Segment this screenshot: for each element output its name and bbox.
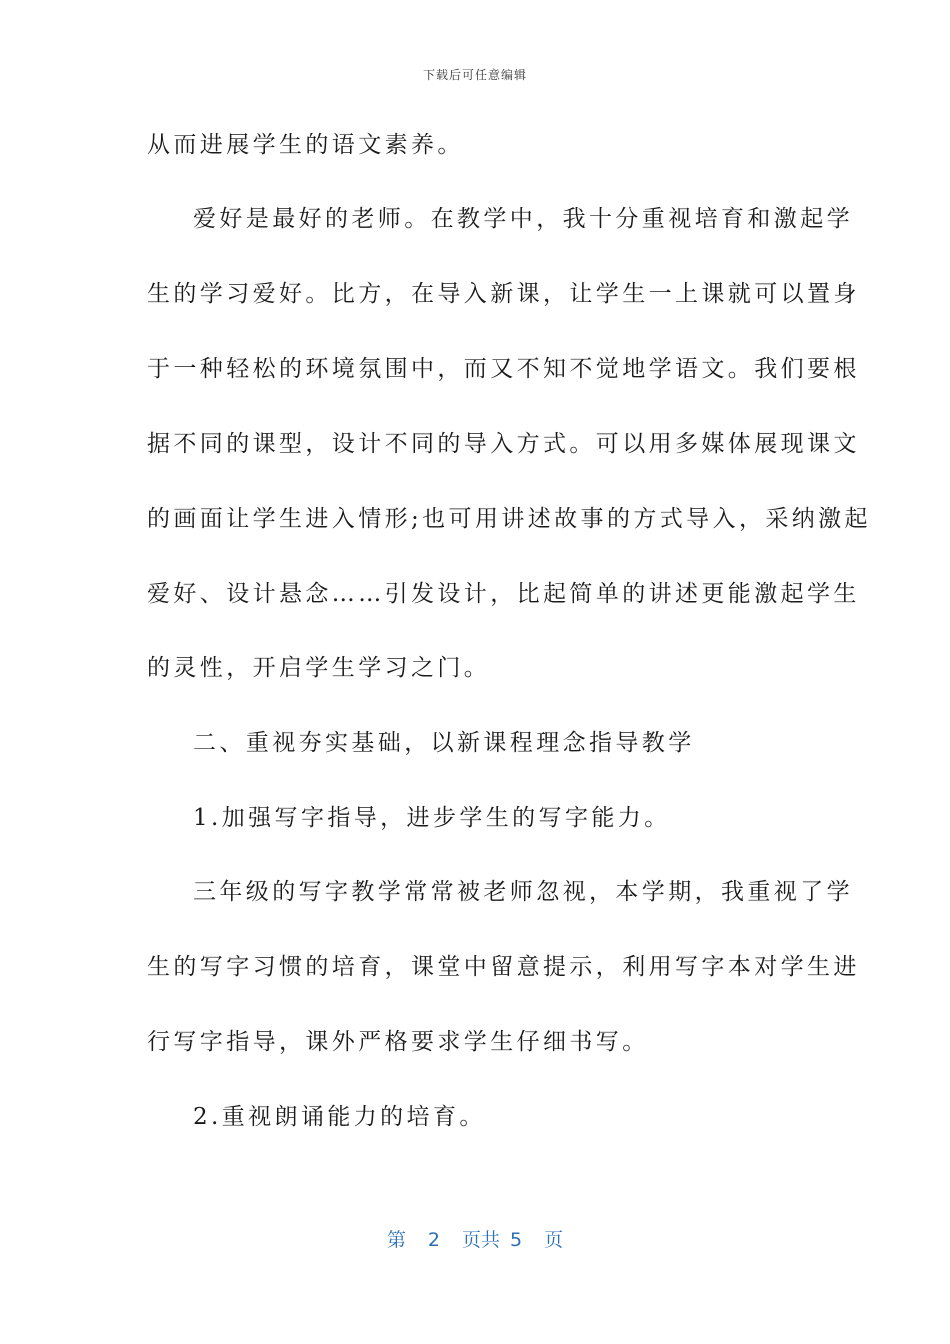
page-number: 2: [427, 1229, 440, 1251]
text-line: 的灵性，开启学生学习之门。: [147, 655, 491, 681]
text-line: 的画面让学生进入情形;也可用讲述故事的方式导入，采纳激起: [147, 506, 871, 532]
page-prefix: 第: [386, 1229, 406, 1251]
text-line: 生的写字习惯的培育，课堂中留意提示，利用写字本对学生进: [147, 954, 860, 980]
text-line: 行写字指导，课外严格要求学生仔细书写。: [147, 1029, 649, 1055]
subsection-heading: 1.加强写字指导，进步学生的写字能力。: [193, 805, 671, 831]
text-line: 生的学习爱好。比方，在导入新课，让学生一上课就可以置身: [147, 281, 860, 307]
page-header-note: 下载后可任意编辑: [422, 68, 527, 82]
subsection-heading: 2.重视朗诵能力的培育。: [193, 1104, 486, 1130]
page-footer: [0, 1225, 950, 1252]
text-line: 三年级的写字教学常常被老师忽视，本学期，我重视了学: [193, 879, 853, 905]
text-line: 从而进展学生的语文素养。: [147, 132, 464, 158]
text-line: 于一种轻松的环境氛围中，而又不知不觉地学语文。我们要根: [147, 356, 860, 382]
text-line: 爱好、设计悬念……引发设计，比起简单的讲述更能激起学生: [147, 581, 860, 607]
text-line: 爱好是最好的老师。在教学中，我十分重视培育和激起学: [193, 206, 853, 232]
page-mid: 页共: [461, 1229, 500, 1251]
page-total: 5: [510, 1229, 523, 1251]
text-line: 据不同的课型，设计不同的导入方式。可以用多媒体展现课文: [147, 431, 860, 457]
section-heading: 二、重视夯实基础，以新课程理念指导教学: [193, 730, 695, 756]
page-suffix: 页: [544, 1229, 564, 1251]
